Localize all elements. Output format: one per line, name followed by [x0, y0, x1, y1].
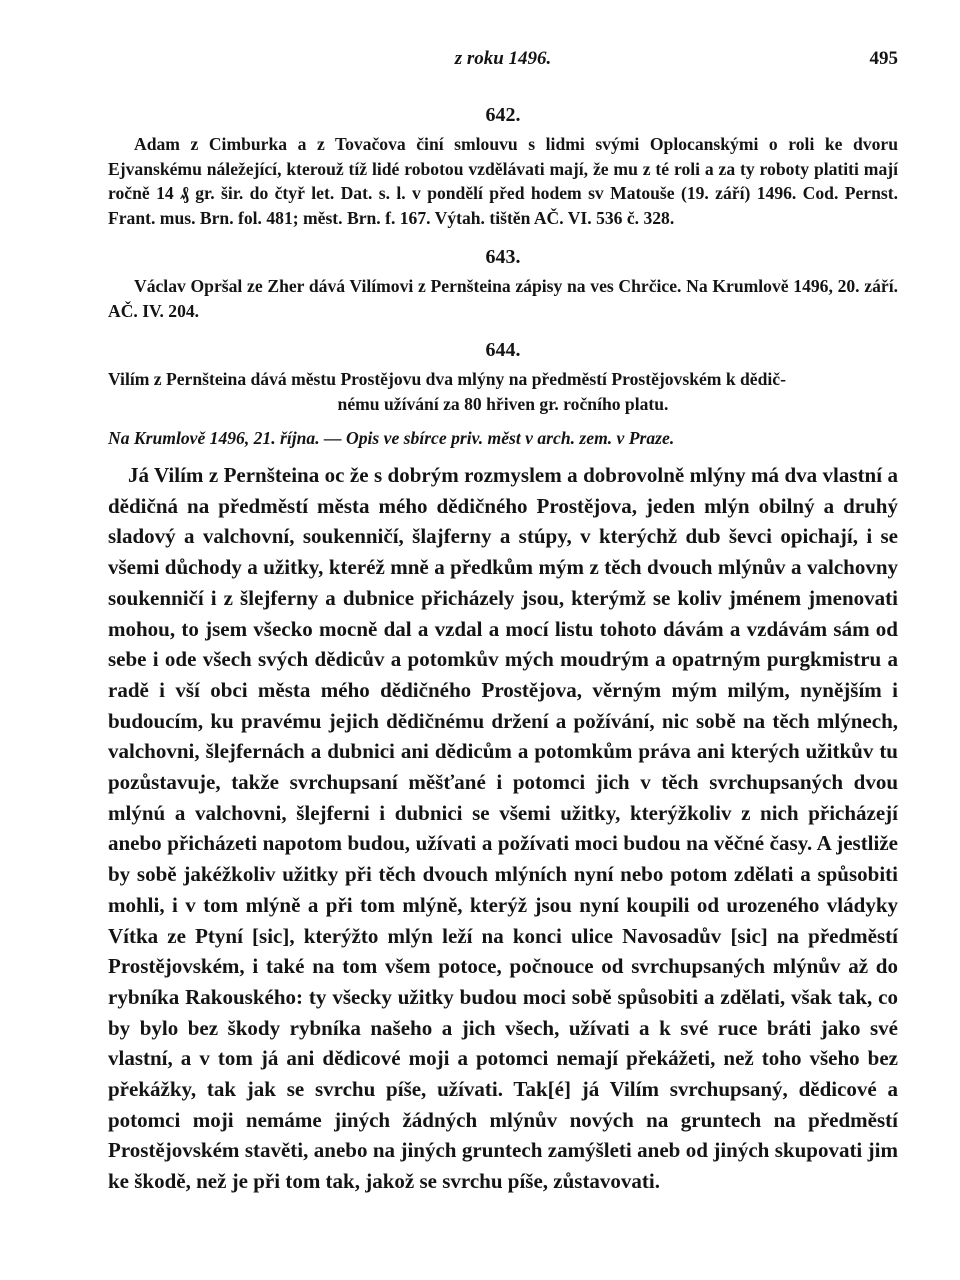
- entry-regest-line-2: nému užívání za 80 hřiven gr. ročního platu.: [337, 393, 669, 414]
- entry-source: Na Krumlově 1496, 21. října. — Opis ve sbírce priv. měst v arch. zem. v Praze.: [108, 428, 675, 448]
- running-title: z roku 1496.: [454, 48, 552, 69]
- entry-number: 643.: [485, 246, 521, 268]
- entry-number: 644.: [485, 339, 521, 361]
- entry-regest: Václav Opršal ze Zher dává Vilímovi z Pernšteina zápisy na ves Chrčice. Na Krumlově 1496, 20. září. AČ. IV. 204.: [108, 276, 898, 321]
- entry-643: [108, 244, 898, 323]
- page-number: 495: [869, 48, 898, 69]
- entry-regest-line-1: Vilím z Pernšteina dává městu Prostějovu dva mlýny na předměstí Prostějovském k dědič-: [108, 369, 786, 389]
- document-page: [108, 48, 898, 1197]
- running-header: [108, 48, 898, 78]
- entry-number: 642.: [485, 104, 521, 126]
- entry-body-text: Já Vilím z Pernšteina oc že s dobrým rozmyslem a dobrovolně mlýny má dva vlastní a dědičná na předměstí města mého dědičného Prostějova, jeden mlýn obilný a druhý sladový a valchovní, soukenničí, šlajferny a stúpy, v kterýchž dub ševci opichají, i se všemi důchody a užitky, kteréž mně a předkům mým z těch dvouch mlýnův a valchovny soukenničí i z šlejferny a dubnice přicházely jsou, kterýmž se koliv jménem jmenovati mohou, to jsem všecko mocně dal a vzdal a mocí listu tohoto dávám a vzdávám sám od sebe i ode všech svých dědicův a potomkův mých moudrým a opatrným purgkmistru a radě i vší obci města mého dědičného Prostějova, věrným mým milým, nynějším i budoucím, ku pravému jejich dědičnému držení a požívání, nic sobě na těch mlýnech, valchovni, šlejfernách a dubnici ani dědicům a potomkům práva ani kterých užitkův tu pozůstavuje, takže svrchupsaní měšťané i potomci jich v těch svrchupsaných dvou mlýnú a valchovni, šlejferni i dubnici se všemi užitky, kterýžkoliv z nich přicházejí anebo přicházeti napotom budou, užívati a požívati moci budou na věčné časy. A jestliže by sobě jakéžkoliv užitky při těch dvouch mlýních nyní nebo potom zdělati a spůsobiti mohli, i v tom mlýně a při tom mlýně, kterýž jsou nyní koupili od urozeného vládyky Vítka ze Ptyní [sic], kterýžto mlýn leží na konci ulice Navosadův [sic] na předměstí Prostějovském, i také na tom všem potoce, počnouce od svrchupsaných mlýnův až do rybníka Rakouského: ty všecky užitky budou moci sobě spůsobiti a zdělati, však tak, co by bylo bez škody rybníka našeho a jich všech, užívati a k své ruce bráti jako své vlastní, a v tom já ani dědicové moji a potomci nemají překážeti, než toho všeho bez překážky, tak jak se svrchu píše, užívati. Tak[é] já Vilím svrchupsaný, dědicové a potomci moji nemáme jiných žádných mlýnův nových na gruntech na předměstí Prostějovském stavěti, anebo na jiných gruntech zamýšleti aneb od jiných skupovati jim ke škodě, než je při tom tak, jakož se svrchu píše, zůstavovati.: [108, 463, 898, 1194]
- entry-644: [108, 337, 898, 1197]
- entry-642: [108, 102, 898, 230]
- entry-regest: [108, 367, 898, 416]
- entry-regest: Adam z Cimburka a z Tovačova činí smlouvu s lidmi svými Oplocanskými o roli ke dvoru Ejvanskému náležející, kterouž tíž lidé robotou vzdělávati mají, že mu z té roli a za ty roboty platiti mají ročně 14 ₰ gr. šir. do čtyř let. Dat. s. l. v pondělí před hodem sv Matouše (19. září) 1496. Cod. Pernst. Frant. mus. Brn. fol. 481; měst. Brn. f. 167. Výtah. tištěn AČ. VI. 536 č. 328.: [108, 134, 898, 228]
